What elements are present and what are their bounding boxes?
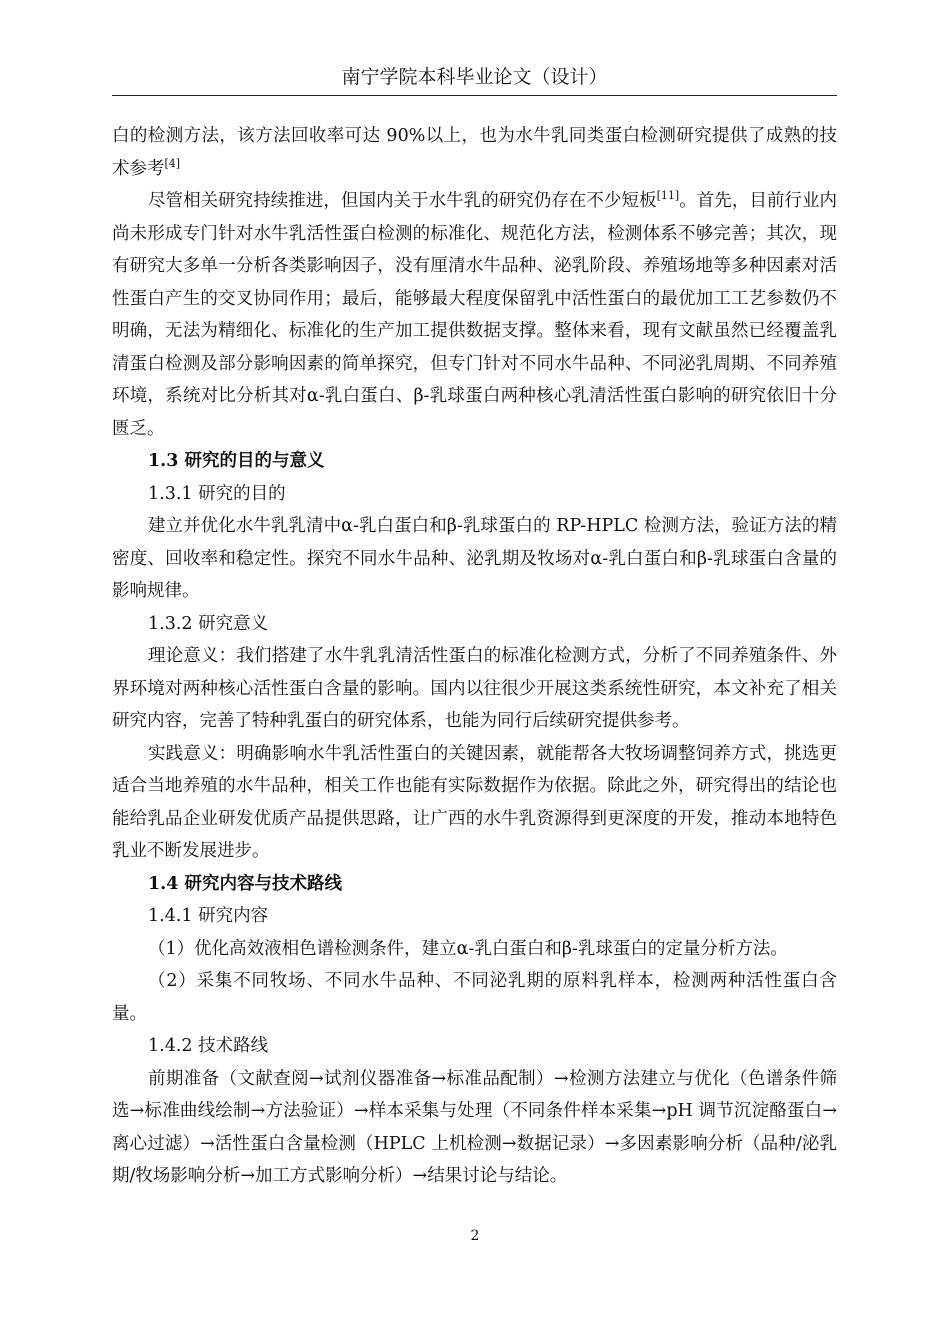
- citation: [4]: [164, 156, 181, 170]
- list-item-2: （2）采集不同牧场、不同水牛品种、不同泌乳期的原料乳样本，检测两种活性蛋白含量。: [112, 971, 837, 1024]
- section-heading-1-3: 1.3 研究的目的与意义: [148, 451, 325, 471]
- subsection-heading-1-4-2: 1.4.2 技术路线: [148, 1036, 269, 1056]
- citation: [11]: [656, 189, 680, 203]
- paragraph-continued: [112, 120, 837, 185]
- paragraph-purpose: 建立并优化水牛乳乳清中α-乳白蛋白和β-乳球蛋白的 RP-HPLC 检测方法，验证方法的精密度、回收率和稳定性。探究不同水牛品种、泌乳期及牧场对α-乳白蛋白和β-乳球蛋白含量的影响规律。: [112, 516, 837, 601]
- paragraph-text: 白的检测方法，该方法回收率可达 90%以上，也为水牛乳同类蛋白检测研究提供了成熟的技术参考: [112, 126, 837, 179]
- page-number: 2: [470, 1228, 480, 1244]
- subsection-heading-1-3-2: 1.3.2 研究意义: [148, 613, 269, 634]
- paragraph-text: 尽管相关研究持续推进，但国内关于水牛乳的研究仍存在不少短板: [148, 191, 657, 211]
- running-header: 南宁学院本科毕业论文（设计）: [341, 66, 608, 88]
- paragraph-practice-significance: 实践意义：明确影响水牛乳活性蛋白的关键因素，就能帮各大牧场调整饲养方式，挑选更适合当地养殖的水牛品种，相关工作也能有实际数据作为依据。除此之外，研究得出的结论也能给乳品企业研发优质产品提供思路，让广西的水牛乳资源得到更深度的开发，推动本地特色乳业不断发展进步。: [112, 743, 837, 861]
- header-rule: [112, 95, 837, 96]
- paragraph-shortcomings: [112, 185, 837, 445]
- list-item-1: （1）优化高效液相色谱检测条件，建立α-乳白蛋白和β-乳球蛋白的定量分析方法。: [148, 938, 788, 959]
- paragraph-text: 。首先，目前行业内尚未形成专门针对水牛乳活性蛋白检测的标准化、规范化方法，检测体系不够完善；其次，现有研究大多单一分析各类影响因子，没有厘清水牛品种、泌乳阶段、养殖场地等多种因素对活性蛋白产生的交叉协同作用；最后，能够最大程度保留乳中活性蛋白的最优加工工艺参数仍不明确，无法为精细化、标准化的生产加工提供数据支撑。整体来看，现有文献虽然已经覆盖乳清蛋白检测及部分影响因素的简单探究，但专门针对不同水牛品种、不同泌乳周期、不同养殖环境，系统对比分析其对α-乳白蛋白、β-乳球蛋白两种核心乳清活性蛋白影响的研究依旧十分匮乏。: [112, 191, 838, 439]
- subsection-heading-1-3-1: 1.3.1 研究的目的: [148, 483, 286, 504]
- paragraph-theory-significance: 理论意义：我们搭建了水牛乳乳清活性蛋白的标准化检测方式，分析了不同养殖条件、外界环境对两种核心活性蛋白含量的影响。国内以往很少开展这类系统性研究，本文补充了相关研究内容，完善了特种乳蛋白的研究体系，也能为同行后续研究提供参考。: [112, 646, 837, 731]
- subsection-heading-1-4-1: 1.4.1 研究内容: [148, 906, 269, 926]
- paragraph-technical-route: 前期准备（文献查阅→试剂仪器准备→标准品配制）→检测方法建立与优化（色谱条件筛选→标准曲线绘制→方法验证）→样本采集与处理（不同条件样本采集→pH 调节沉淀酪蛋白→离心过滤）→活性蛋白含量检测（HPLC 上机检测→数据记录）→多因素影响分析（品种/泌乳期/牧场影响分析→加工方式影响分析）→结果讨论与结论。: [112, 1068, 837, 1186]
- document-body: [112, 120, 837, 1193]
- section-heading-1-4: 1.4 研究内容与技术路线: [148, 873, 343, 894]
